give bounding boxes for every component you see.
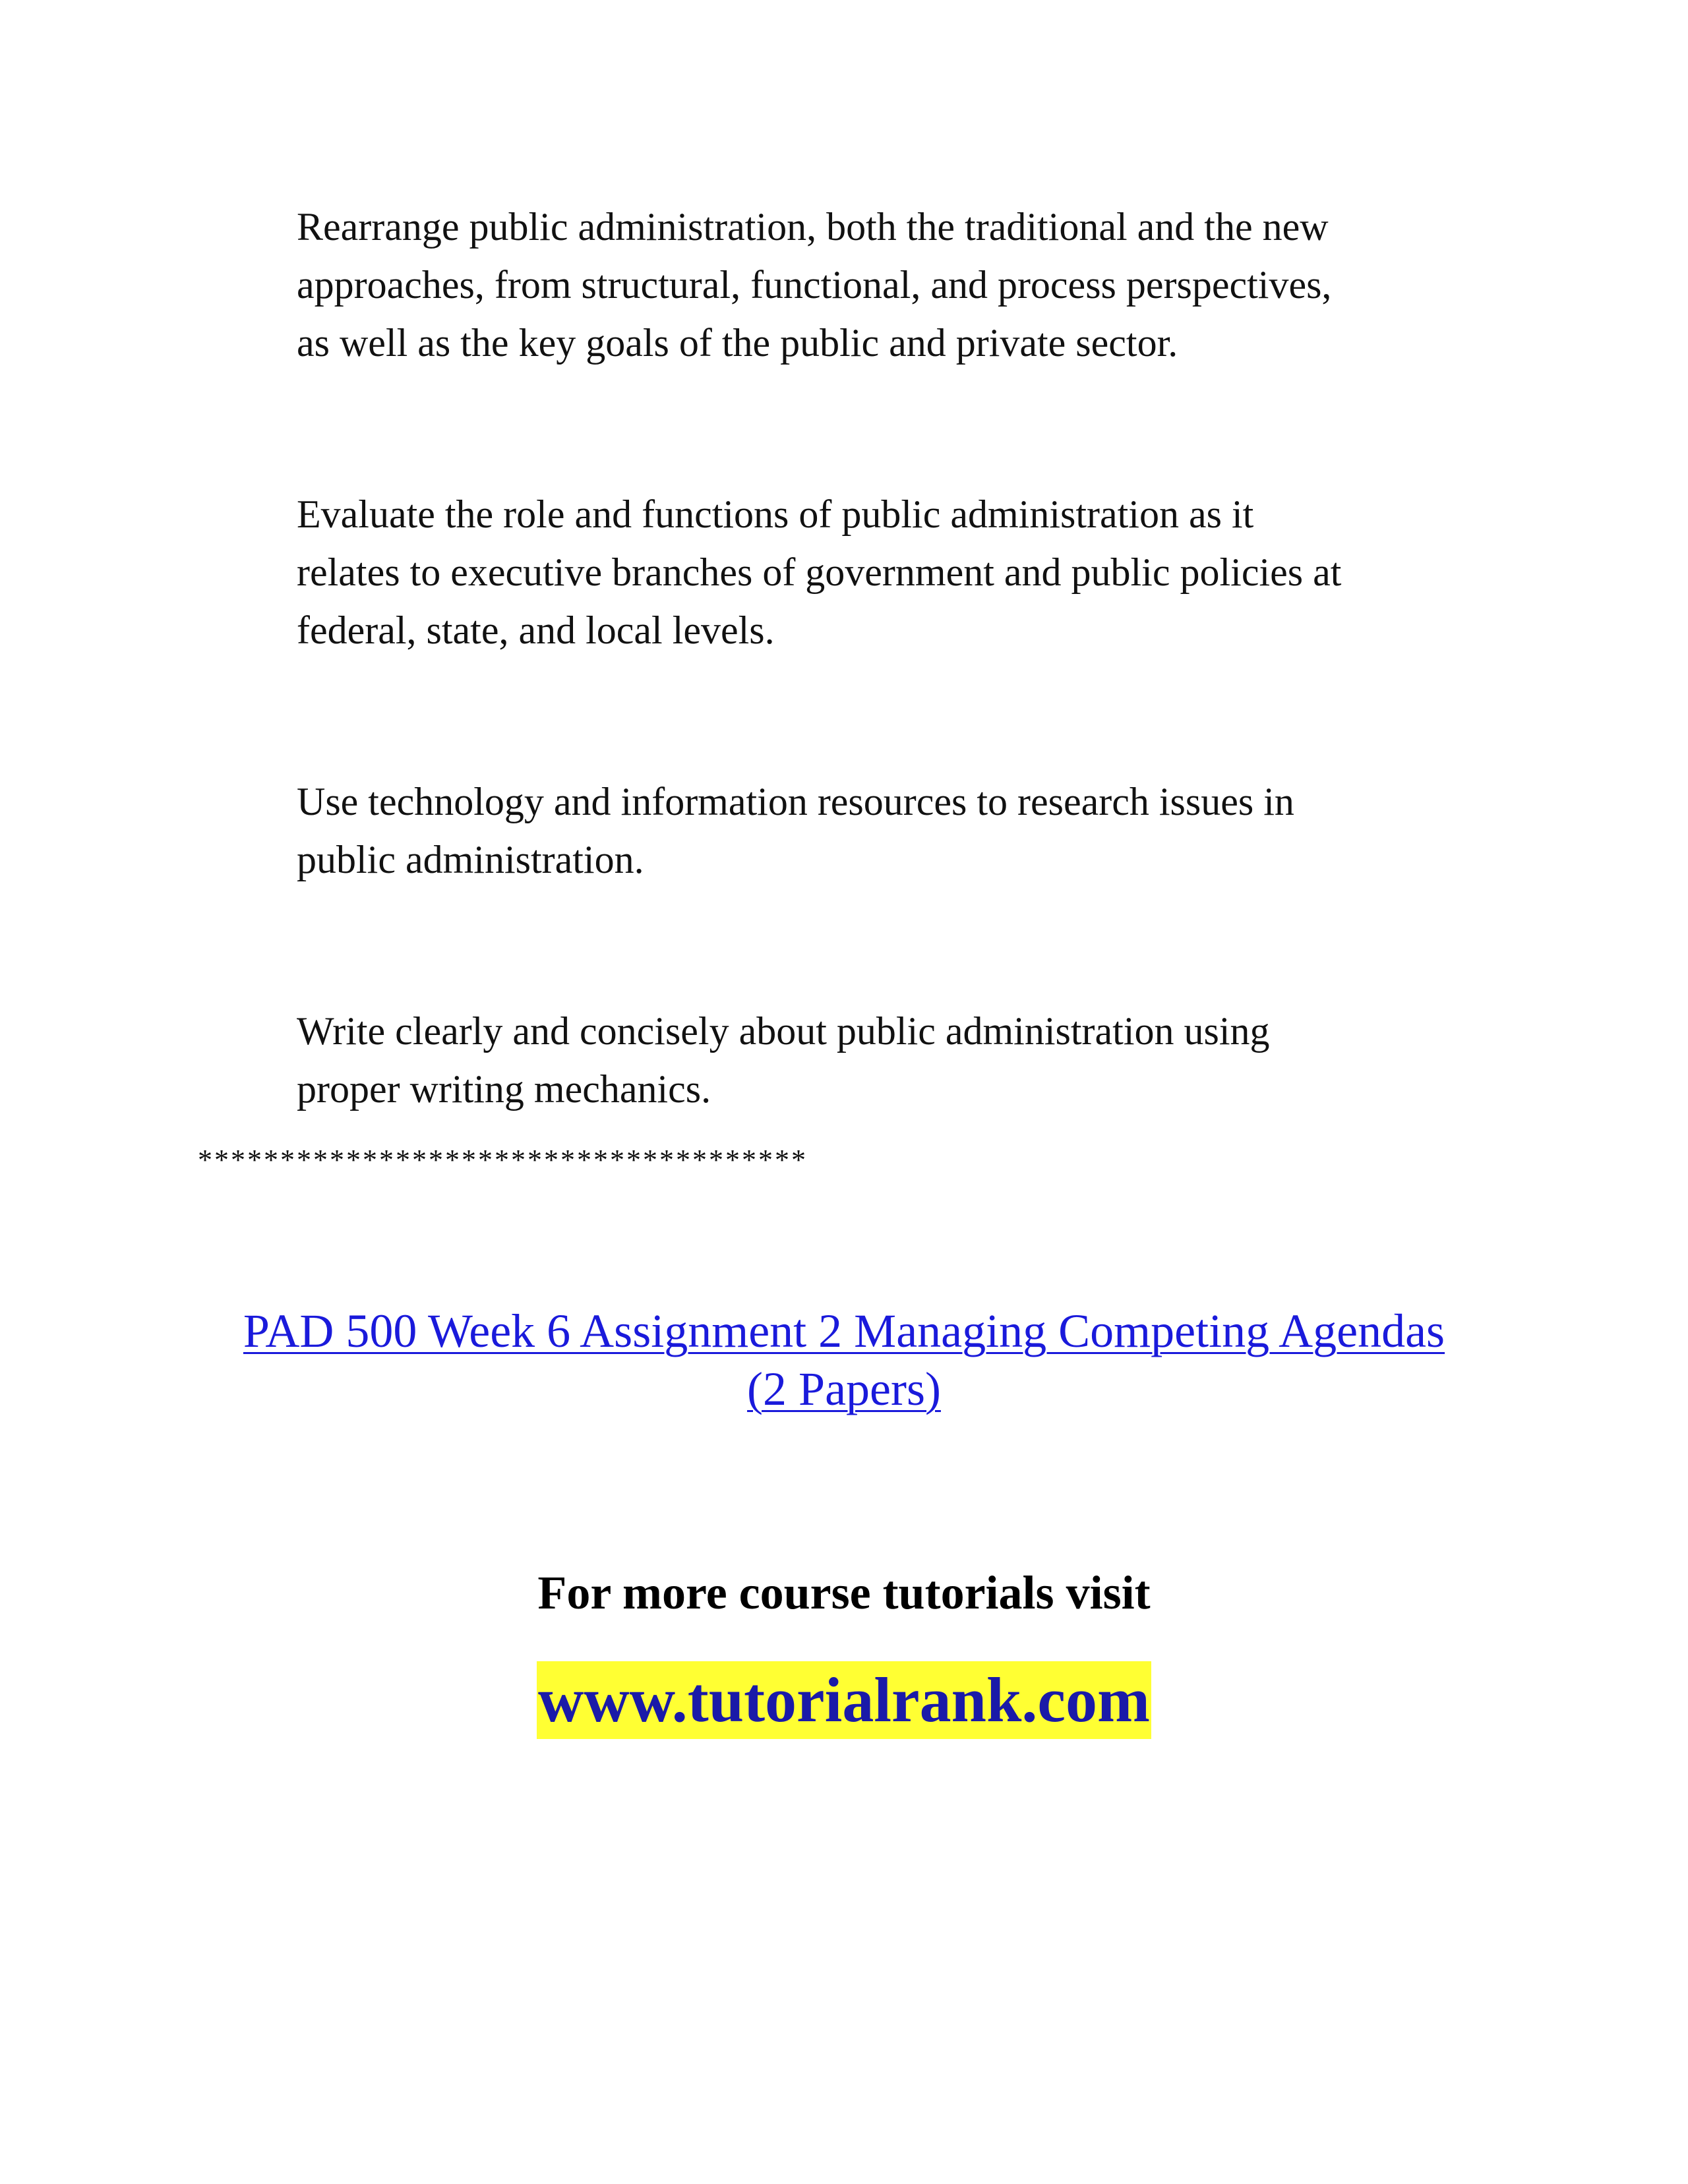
paragraph-line: federal, state, and local levels. bbox=[297, 608, 775, 652]
assignment-link-container bbox=[198, 1302, 1490, 1418]
paragraph-line: Rearrange public administration, both the traditional and the new bbox=[297, 205, 1329, 249]
promo-site-container bbox=[0, 1661, 1688, 1739]
paragraph-line: approaches, from structural, functional, and process perspectives, bbox=[297, 263, 1332, 307]
asterisk-separator: ************************************* bbox=[198, 1144, 808, 1176]
paragraph-line: Evaluate the role and functions of public administration as it bbox=[297, 492, 1254, 536]
paragraph-line: proper writing mechanics. bbox=[297, 1067, 711, 1111]
promo-text: For more course tutorials visit bbox=[537, 1566, 1151, 1619]
paragraph-line: Write clearly and concisely about public administration using bbox=[297, 1009, 1270, 1053]
assignment-link[interactable] bbox=[243, 1305, 1445, 1415]
paragraph-evaluate bbox=[297, 485, 1550, 659]
paragraph-rearrange bbox=[297, 198, 1550, 372]
assignment-link-line: PAD 500 Week 6 Assignment 2 Managing Competing Agendas bbox=[243, 1305, 1445, 1357]
paragraph-write bbox=[297, 1002, 1550, 1118]
paragraph-technology bbox=[297, 773, 1550, 889]
paragraph-line: Use technology and information resources to research issues in bbox=[297, 780, 1294, 823]
assignment-link-line: (2 Papers) bbox=[747, 1363, 941, 1415]
promo-site: www.tutorialrank.com bbox=[537, 1661, 1151, 1739]
paragraph-line: as well as the key goals of the public and private sector. bbox=[297, 321, 1178, 365]
paragraph-line: relates to executive branches of government and public policies at bbox=[297, 550, 1342, 594]
paragraph-line: public administration. bbox=[297, 838, 644, 881]
